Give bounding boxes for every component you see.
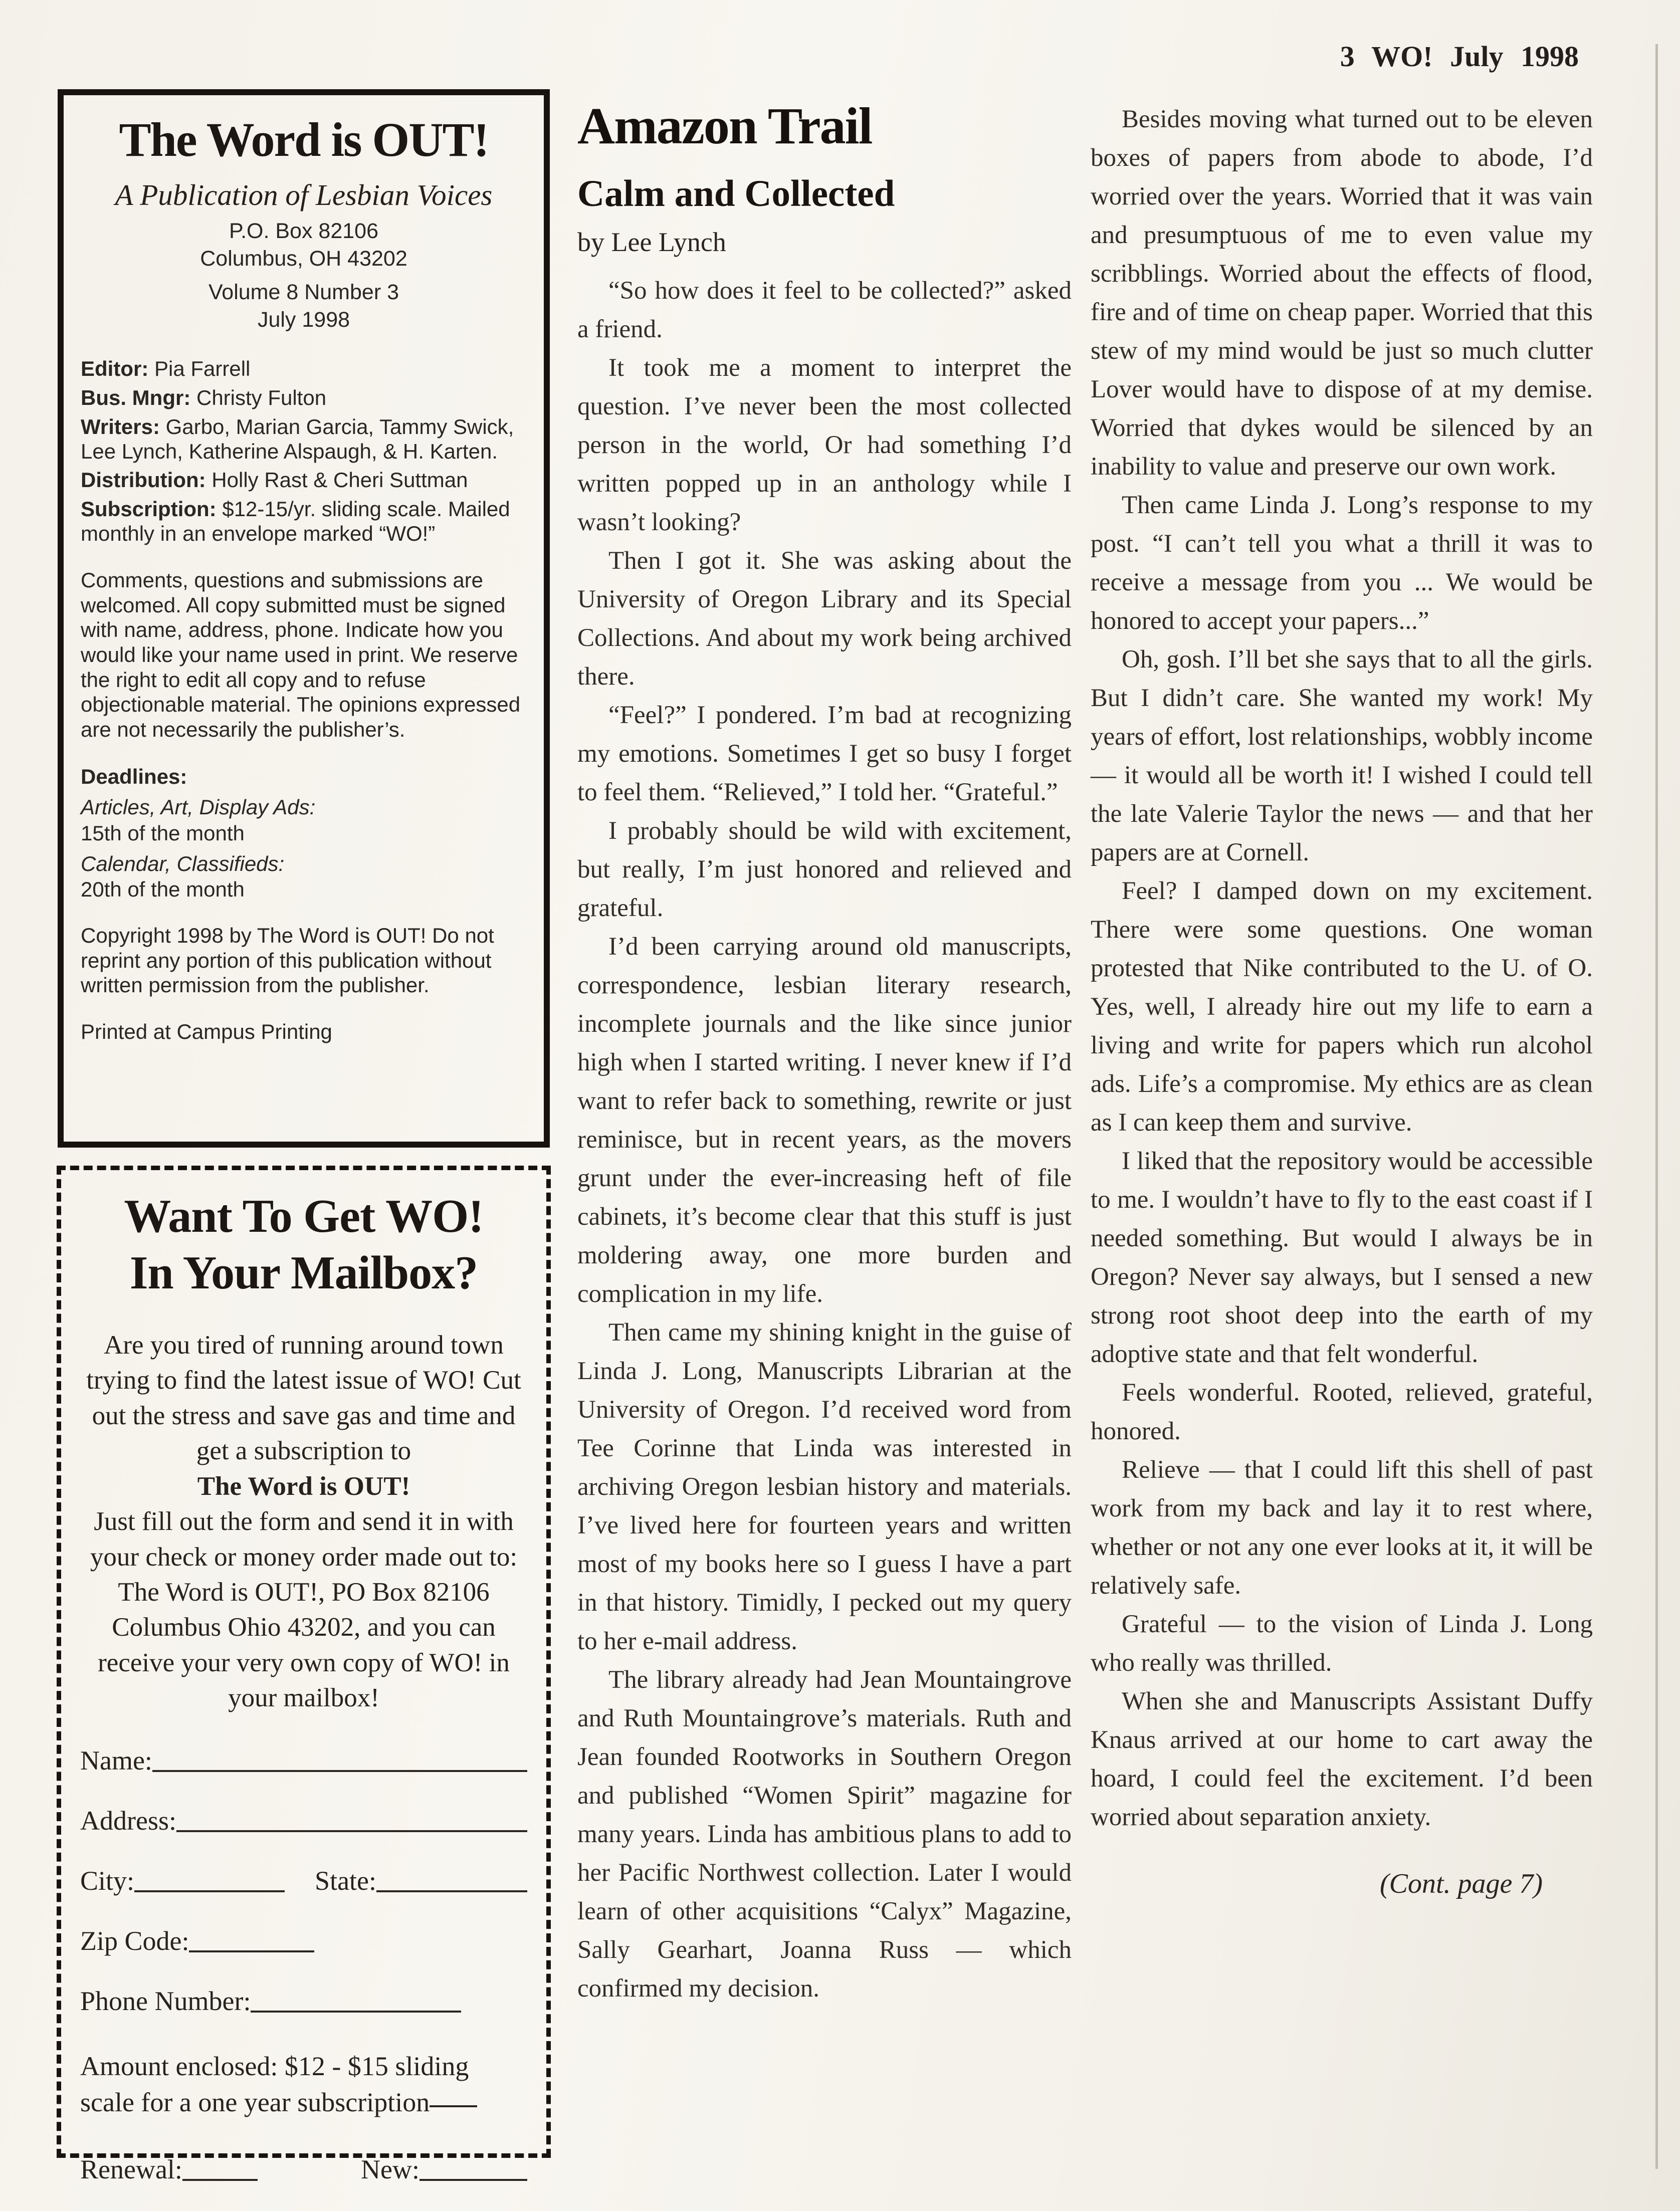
staff-value: Holly Rast & Cheri Suttman xyxy=(212,468,468,492)
article-paragraph: Feel? I damped down on my excitement. There were some questions. One woman protested that Nike contributed to the U. of O. Yes, well, I already hire out my life to earn a living and write for papers which run alcohol ads. Life’s a compromise. My ethics are as clean as I can keep them and survive. xyxy=(1091,877,1593,1137)
name-blank-line xyxy=(152,1765,527,1772)
article-paragraph: I liked that the repository would be accessible to me. I wouldn’t have to fly to the east coast if I needed something. But would I always be in Oregon? Never say always, but I sensed a new strong root shoot deep into the earth of my adoptive state and that felt wonderful. xyxy=(1091,1147,1593,1368)
masthead-address xyxy=(81,217,527,273)
state-blank-line xyxy=(376,1885,527,1892)
form-row-amount xyxy=(80,2049,527,2121)
staff-value: $12-15/yr. sliding scale. Mailed monthly in an envelope marked “WO!” xyxy=(81,497,510,545)
article-paragraph: Then came Linda J. Long’s response to my post. “I can’t tell you what a thrill it was to receive a message from you ... We would be honored to accept your papers...” xyxy=(1091,491,1593,635)
subscription-title-line2: In Your Mailbox? xyxy=(129,1246,478,1299)
zip-blank-line xyxy=(189,1945,314,1952)
masthead-notice: Comments, questions and submissions are welcomed. All copy submitted must be signed with name, address, phone. Indicate how you would like your name used in print. We reserve the right to edit all copy and to refuse objectionable material. The opinions expressed are not necessarily the publisher’s. xyxy=(81,568,521,741)
deadline-date: 15th of the month xyxy=(81,821,245,845)
staff-label: Bus. Mngr: xyxy=(81,386,191,410)
pitch-text-before: Are you tired of running around town trying to find the latest issue of WO! Cut out the stress and save gas and time and get a subscription to xyxy=(86,1330,521,1466)
pitch-bold-title: The Word is OUT! xyxy=(197,1471,410,1501)
pitch-text-after: Just fill out the form and send it in with your check or money order made out to: The Word is OUT!, PO Box 82106 Columbus Ohio 43202, and you can receive your very own copy of WO! in your mailbox! xyxy=(90,1507,518,1713)
page-header: 3 WO! July 1998 xyxy=(1340,40,1579,73)
scan-page-edge xyxy=(1655,44,1658,2169)
masthead-city-line: Columbus, OH 43202 xyxy=(200,247,407,271)
masthead-po-box: P.O. Box 82106 xyxy=(229,219,379,244)
address-label: Address: xyxy=(80,1805,176,1836)
article-subtitle: Calm and Collected xyxy=(577,173,895,215)
article-paragraph: Feels wonderful. Rooted, relieved, grateful, honored. xyxy=(1091,1379,1593,1445)
article-paragraph: Besides moving what turned out to be eleven boxes of papers from abode to abode, I’d worried over the years. Worried that it was vain and presumptuous of me to even value my scribblings. Worried about the effects of flood, fire and of time on cheap paper. Worried that this stew of my mind would be just so much clutter Lover would have to dispose of at my demise. Worried that dykes would be silenced by an inability to value and preserve our own work. xyxy=(1091,105,1593,481)
article-paragraph: Then I got it. She was asking about the University of Oregon Library and its Special Collections. And about my work being archived there. xyxy=(577,546,1072,691)
staff-label: Writers: xyxy=(81,414,160,438)
new-blank-line xyxy=(419,2174,527,2181)
staff-row-subscription xyxy=(81,497,527,546)
masthead-copyright: Copyright 1998 by The Word is OUT! Do not reprint any portion of this publication without written permission from the publisher. xyxy=(81,924,494,997)
masthead-box xyxy=(58,89,550,1148)
masthead-subtitle: A Publication of Lesbian Voices xyxy=(115,178,493,212)
masthead-staff-list xyxy=(81,357,527,546)
continuation-note: (Cont. page 7) xyxy=(1379,1868,1543,1899)
renewal-label: Renewal: xyxy=(80,2154,182,2184)
staff-value: Christy Fulton xyxy=(196,386,327,410)
staff-label: Distribution: xyxy=(81,468,206,492)
deadline-date: 20th of the month xyxy=(81,877,245,902)
article-paragraph: Relieve — that I could lift this shell of past work from my back and lay it to rest where, whether or not any one ever looks at it, it will be relatively safe. xyxy=(1091,1456,1593,1600)
article-paragraph: When she and Manuscripts Assistant Duffy Knaus arrived at our home to cart away the hoard, I could feel the excitement. I’d been worried about separation anxiety. xyxy=(1091,1687,1593,1831)
article-paragraph: I probably should be wild with excitement, but really, I’m just honored and relieved and grateful. xyxy=(577,816,1072,922)
new-label: New: xyxy=(361,2154,419,2184)
masthead-volume-line: Volume 8 Number 3 xyxy=(208,280,399,305)
article-paragraph: The library already had Jean Mountaingrove and Ruth Mountaingrove’s materials. Ruth and Jean founded Rootworks in Southern Oregon and published “Women Spirit” magazine for many years. Linda has ambitious plans to add to her Pacific Northwest collection. Later I would learn of other acquisitions “Calyx” Magazine, Sally Gearhart, Joanna Russ — which confirmed my decision. xyxy=(577,1665,1072,2003)
deadline-category: Articles, Art, Display Ads: xyxy=(81,795,316,819)
name-label: Name: xyxy=(80,1745,152,1776)
article-paragraph: Then came my shining knight in the guise of Linda J. Long, Manuscripts Librarian at the University of Oregon. I’d received word from Tee Corinne that Linda was interested in archiving Oregon lesbian history and materials. I’ve lived here for fourteen years and written most of my books here so I guess I have a part in that history. Timidly, I pecked out my query to her e-mail address. xyxy=(577,1318,1072,1655)
form-row-address xyxy=(80,1805,527,1836)
article-paragraph: Oh, gosh. I’ll bet she says that to all the girls. But I didn’t care. She wanted my work! My years of effort, lost relationships, wobbly income — it would all be worth it! I wished I could tell the late Valerie Taylor the news — and that her papers are at Cornell. xyxy=(1091,645,1593,866)
form-row-renewal-new xyxy=(80,2154,527,2185)
staff-label: Subscription: xyxy=(81,497,217,521)
staff-row-bus-mngr xyxy=(81,386,527,410)
staff-value: Garbo, Marian Garcia, Tammy Swick, Lee Lynch, Katherine Alspaugh, & H. Karten. xyxy=(81,414,514,463)
article-column-2 xyxy=(1091,100,1593,1898)
form-row-zip xyxy=(80,1925,527,1956)
staff-value: Pia Farrell xyxy=(154,357,251,381)
staff-row-distribution xyxy=(81,468,527,493)
address-blank-line xyxy=(176,1825,527,1832)
article-paragraph: It took me a moment to interpret the question. I’ve never been the most collected person in the world, Or had something I’d written popped up in an anthology while I wasn’t looking? xyxy=(577,353,1072,536)
article-paragraph: Grateful — to the vision of Linda J. Long who really was thrilled. xyxy=(1091,1610,1593,1677)
deadlines-label: Deadlines: xyxy=(81,765,187,789)
subscription-form xyxy=(80,1745,527,2185)
zip-label: Zip Code: xyxy=(80,1925,189,1956)
article-column-1 xyxy=(577,98,1072,2008)
masthead-issue-info xyxy=(81,279,527,334)
phone-label: Phone Number: xyxy=(80,1985,251,2016)
deadline-category: Calendar, Classifieds: xyxy=(81,851,285,875)
subscription-title xyxy=(80,1188,527,1301)
form-row-phone xyxy=(80,1985,527,2017)
renewal-blank-line xyxy=(182,2174,258,2181)
city-blank-line xyxy=(134,1885,285,1892)
article-paragraph: “Feel?” I pondered. I’m bad at recognizing my emotions. Sometimes I get so busy I forget to feel them. “Relieved,” I told her. “Grateful.” xyxy=(577,701,1072,806)
masthead-date-line: July 1998 xyxy=(257,308,350,332)
amount-blank-line xyxy=(430,2100,477,2107)
staff-row-writers xyxy=(81,415,527,464)
article-paragraph: “So how does it feel to be collected?” asked a friend. xyxy=(577,276,1072,343)
staff-label: Editor: xyxy=(81,357,149,381)
subscription-box xyxy=(57,1166,551,2184)
article-paragraph: I’d been carrying around old manuscripts, correspondence, lesbian literary research, incomplete journals and the like since junior high when I started writing. I never knew if I’d want to refer back to something, rewrite or just reminisce, but in recent years, as the movers grunt under the ever-increasing heft of file cabinets, it’s become clear that this stuff is just moldering away, one more burden and complication in my life. xyxy=(577,932,1072,1308)
new-subscriber-group xyxy=(361,2154,527,2185)
state-label: State: xyxy=(315,1865,377,1896)
form-row-name xyxy=(80,1745,527,1776)
masthead-deadlines xyxy=(81,764,527,902)
form-row-city-state xyxy=(80,1865,527,1896)
subscription-title-line1: Want To Get WO! xyxy=(124,1190,484,1242)
city-label: City: xyxy=(80,1865,135,1896)
phone-blank-line xyxy=(251,2006,461,2013)
article-byline: by Lee Lynch xyxy=(577,227,726,257)
amount-label: Amount enclosed: $12 - $15 sliding scale for a one year subscription xyxy=(80,2051,469,2117)
staff-row-editor xyxy=(81,357,527,381)
subscription-pitch xyxy=(80,1328,527,1716)
article-title: Amazon Trail xyxy=(577,97,872,155)
masthead-title: The Word is OUT! xyxy=(119,113,489,166)
masthead-printer: Printed at Campus Printing xyxy=(81,1020,332,1044)
